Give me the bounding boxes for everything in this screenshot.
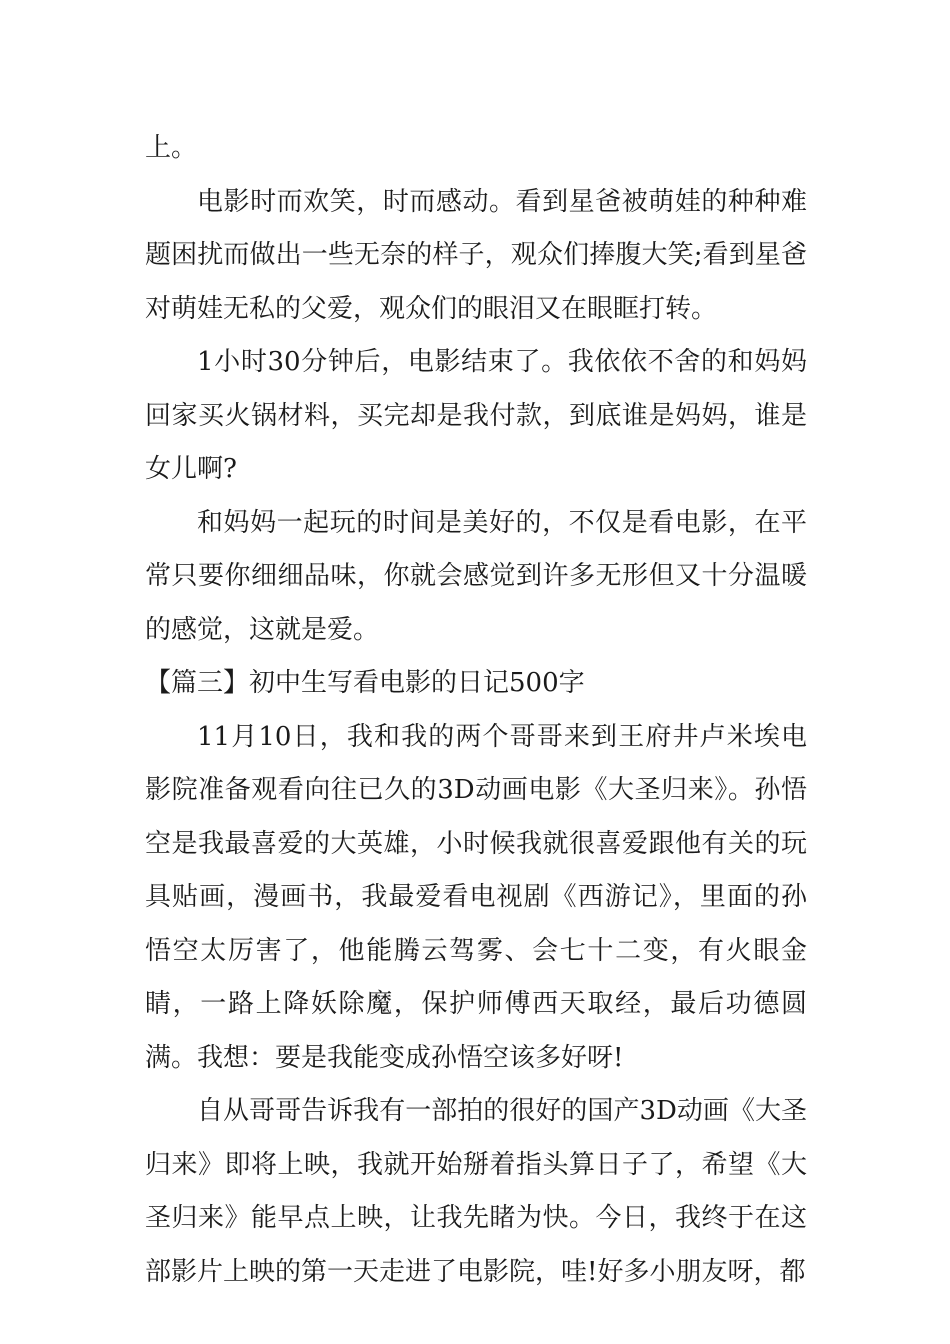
- paragraph-movie-ends: 1小时30分钟后，电影结束了。我依依不舍的和妈妈回家买火锅材料，买完却是我付款，到底谁是妈妈，谁是女儿啊?: [145, 347, 807, 484]
- document-body: [145, 122, 807, 1299]
- paragraph-nov-10: 11月10日，我和我的两个哥哥来到王府井卢米埃电影院准备观看向往已久的3D动画电影《大圣归来》。孙悟空是我最喜爱的大英雄，小时候我就很喜爱跟他有关的玩具贴画，漫画书，我最爱看电视剧《西游记》，里面的孙悟空太厉害了，他能腾云驾雾、会七十二变，有火眼金睛，一路上降妖除魔，保护师傅西天取经，最后功德圆满。我想：要是我能变成孙悟空该多好呀!: [145, 721, 807, 1073]
- paragraph-love: 和妈妈一起玩的时间是美好的，不仅是看电影，在平常只要你细细品味，你就会感觉到许多无形但又十分温暖的感觉，这就是爱。: [145, 507, 807, 645]
- section-heading: 【篇三】初中生写看电影的日记500字: [145, 668, 585, 698]
- paragraph-waiting: 自从哥哥告诉我有一部拍的很好的国产3D动画《大圣归来》即将上映，我就开始掰着指头算日子了，希望《大圣归来》能早点上映，让我先睹为快。今日，我终于在这部影片上映的第一天走进了电影院，哇!好多小朋友呀，都: [145, 1096, 807, 1287]
- paragraph-continuation: 上。: [145, 133, 198, 163]
- paragraph-movie-emotions: 电影时而欢笑，时而感动。看到星爸被萌娃的种种难题困扰而做出一些无奈的样子，观众们捧腹大笑;看到星爸对萌娃无私的父爱，观众们的眼泪又在眼眶打转。: [145, 186, 807, 324]
